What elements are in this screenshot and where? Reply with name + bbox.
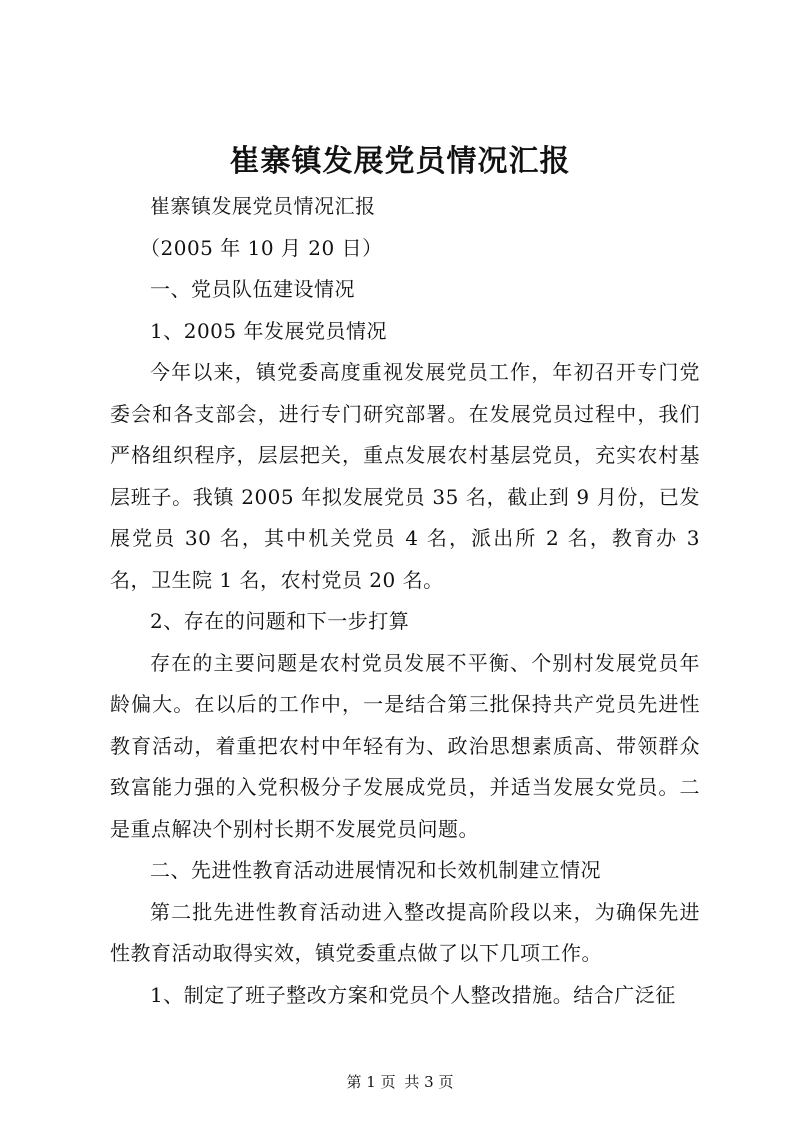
- body-paragraph: 1、制定了班子整改方案和党员个人整改措施。结合广泛征: [150, 982, 676, 1007]
- date-paragraph: （2005 年 10 月 20 日）: [140, 235, 383, 260]
- body-paragraph: 今年以来，镇党委高度重视发展党员工作，年初召开专门党委会和各支部会，进行专门研究部署。在发展党员过程中，我们严格组织程序，层层把关，重点发展农村基层党员，充实农村基层班子。我镇 2005 年拟发展党员 35 名，截止到 9 月份，已发展党员 30 名，其中机关党员 4 名，派出所 2 名，教育办 3 名，卫生院 1 名，农村党员 20 名。: [110, 360, 700, 592]
- section-heading-1: 一、党员队伍建设情况: [150, 277, 355, 301]
- body-paragraph: 存在的主要问题是农村党员发展不平衡、个别村发展党员年龄偏大。在以后的工作中，一是结合第三批保持共产党员先进性教育活动，着重把农村中年轻有为、政治思想素质高、带领群众致富能力强的入党积极分子发展成党员，并适当发展女党员。二是重点解决个别村长期不发展党员问题。: [110, 650, 700, 841]
- subsection-heading-1-1: 1、2005 年发展党员情况: [150, 318, 387, 343]
- subsection-heading-1-2: 2、存在的问题和下一步打算: [150, 609, 410, 633]
- document-body: [110, 186, 700, 1016]
- body-paragraph: 第二批先进性教育活动进入整改提高阶段以来，为确保先进性教育活动取得实效，镇党委重点做了以下几项工作。: [110, 899, 700, 965]
- subtitle-paragraph: 崔寨镇发展党员情况汇报: [150, 194, 376, 218]
- section-heading-2: 二、先进性教育活动进展情况和长效机制建立情况: [150, 858, 601, 882]
- page-total: 共 3 页: [404, 1073, 454, 1091]
- document-title: 崔寨镇发展党员情况汇报: [229, 144, 571, 179]
- page-footer: [0, 1070, 800, 1094]
- page-number: 第 1 页: [346, 1073, 396, 1091]
